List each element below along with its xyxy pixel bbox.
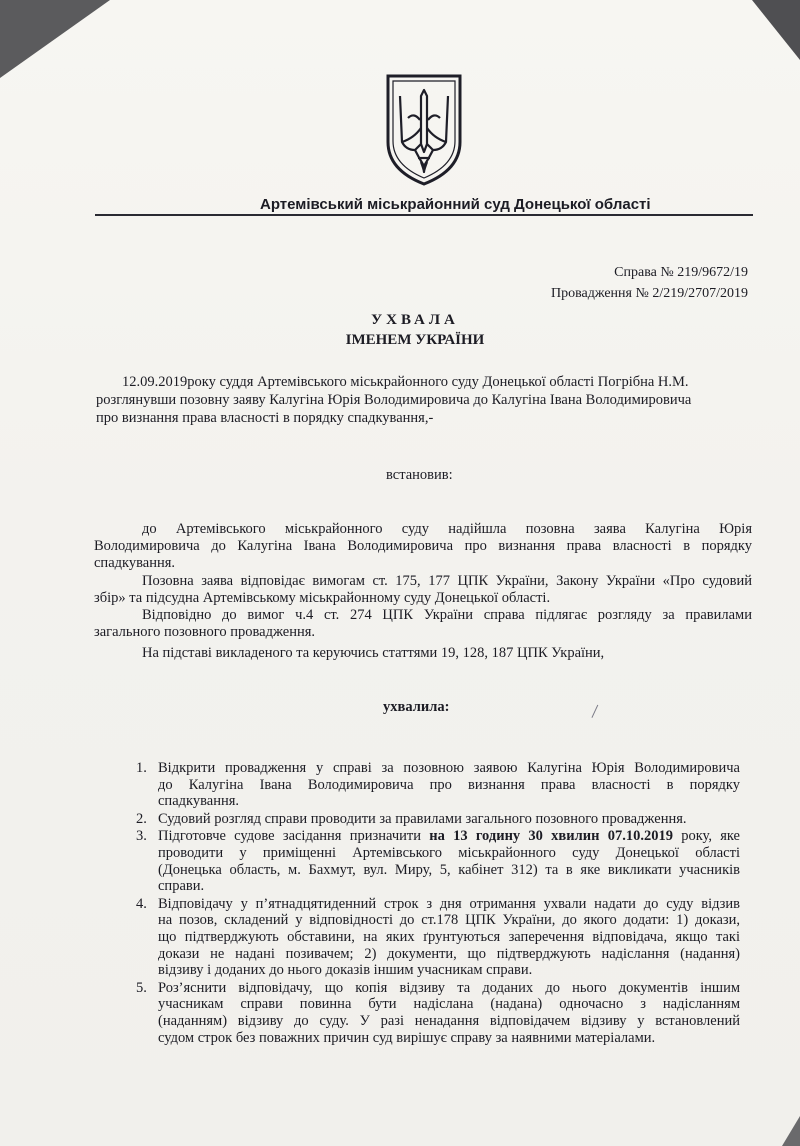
intro-line-1: 12.09.2019року суддя Артемівського міськрайонного суду Донецької області Погрібна Н.М. bbox=[122, 374, 689, 390]
scan-corner-shadow bbox=[0, 0, 110, 78]
proceeding-number: Провадження № 2/219/2707/2019 bbox=[550, 286, 748, 301]
body-p3-line-1: Відповідно до вимог ч.4 ст. 274 ЦПК України справа підлягає розгляду за правилами bbox=[142, 607, 752, 623]
decision-line: докази не надані позивачем; 2) документи, що підтверджують надіслання (надання) bbox=[158, 945, 740, 962]
decisions-list bbox=[128, 760, 740, 1046]
pen-mark bbox=[591, 705, 605, 721]
body-p2-line-1: Позовна заява відповідає вимогам ст. 175, 177 ЦПК України, Закону України «Про судовий bbox=[142, 573, 752, 589]
scan-corner-shadow bbox=[782, 1116, 800, 1146]
decision-number: 5. bbox=[136, 979, 147, 996]
title-in-name-of-ukraine: ІМЕНЕМ УКРАЇНИ bbox=[345, 332, 485, 348]
case-reference bbox=[551, 262, 748, 304]
court-name: Артемівський міськрайонний суд Донецької області bbox=[260, 196, 651, 213]
decision-item bbox=[128, 980, 740, 1046]
title-ruling: УХВАЛА bbox=[371, 312, 459, 328]
hearing-datetime: на 13 годину 30 хвилин 07.10.2019 bbox=[429, 828, 673, 845]
decision-number: 3. bbox=[136, 828, 147, 845]
decision-line: Відкрити провадження у справі за позовною заявою Калугіна Юрія Володимировича bbox=[158, 760, 740, 776]
decision-number: 1. bbox=[136, 760, 147, 776]
decision-line: проводити у приміщенні Артемівського міськрайонного суду Донецької області bbox=[158, 844, 740, 861]
body-p1-line-3: спадкування. bbox=[94, 555, 176, 571]
decision-line: Роз’яснити відповідачу, що копія відзиву та доданих до нього документів іншим bbox=[158, 979, 740, 996]
decision-number: 2. bbox=[136, 810, 147, 827]
decision-text: Підготовче судове засідання призначити bbox=[158, 828, 430, 845]
decision-line: Судовий розгляд справи проводити за правилами загального позовного провадження. bbox=[158, 810, 687, 827]
decision-line: Відповідачу у п’ятнадцятиденний строк з дня отримання ухвали надати до суду відзив bbox=[158, 895, 740, 912]
intro-line-2: розглянувши позовну заяву Калугіна Юрія Володимировича до Калугіна Івана Володимировича bbox=[96, 392, 692, 408]
decision-line bbox=[158, 828, 740, 845]
body-p1-line-1: до Артемівського міськрайонного суду надійшла позовна заява Калугіна Юрія bbox=[142, 521, 752, 537]
decision-item bbox=[128, 811, 740, 828]
decision-line: справи. bbox=[158, 878, 205, 895]
scan-corner-shadow bbox=[752, 0, 800, 60]
decision-line: учасникам справи повинна бути надіслана (надана) одночасно з надісланням bbox=[158, 996, 740, 1013]
decision-line: що підтверджують обставини, на яких ґрунтуються заперечення відповідача, якщо такі bbox=[158, 928, 740, 945]
decision-line: відзиву і доданих до нього доказів іншим учасникам справи. bbox=[158, 962, 533, 979]
body-p2-line-2: збір» та підсудна Артемівському міськрайонному суду Донецької області. bbox=[94, 590, 551, 606]
decision-line: спадкування. bbox=[158, 793, 240, 810]
document-title bbox=[260, 310, 570, 350]
intro-line-3: про визнання права власності в порядку спадкування,- bbox=[96, 410, 434, 426]
body-p4-line-1: На підставі викладеного та керуючись статтями 19, 128, 187 ЦПК України, bbox=[142, 645, 605, 661]
decision-item bbox=[128, 760, 740, 810]
decision-line: (наданням) відзиву до суду. У разі ненадання відповідачем відзиву у встановлений bbox=[158, 1012, 740, 1029]
decision-item bbox=[128, 828, 740, 894]
decision-line: на позов, складений у відповідності до ст.178 ЦПК України, до якого додати: 1) докази, bbox=[158, 912, 740, 929]
body-p1-line-2: Володимировича до Калугіна Івана Володимировича про визнання права власності в порядку bbox=[94, 538, 752, 554]
body-p3-line-2: загального позовного провадження. bbox=[94, 624, 316, 640]
decision-item bbox=[128, 896, 740, 979]
decision-line: судом строк без поважних причин суд вирішує справу за наявними матеріалами. bbox=[158, 1029, 656, 1046]
decision-line: (Донецька область, м. Бахмут, вул. Миру, 5, кабінет 312) та в яке викликати учасників bbox=[158, 861, 740, 878]
decision-text: року, яке bbox=[672, 828, 740, 845]
decision-line: до Калугіна Івана Володимировича про визнання права власності в порядку bbox=[158, 776, 740, 793]
established-heading: встановив: bbox=[386, 467, 453, 483]
case-number: Справа № 219/9672/19 bbox=[614, 265, 748, 280]
decision-number: 4. bbox=[136, 895, 147, 912]
header-divider bbox=[95, 214, 753, 216]
coat-of-arms-icon bbox=[384, 72, 464, 188]
resolved-heading: ухвалила: bbox=[383, 699, 450, 715]
